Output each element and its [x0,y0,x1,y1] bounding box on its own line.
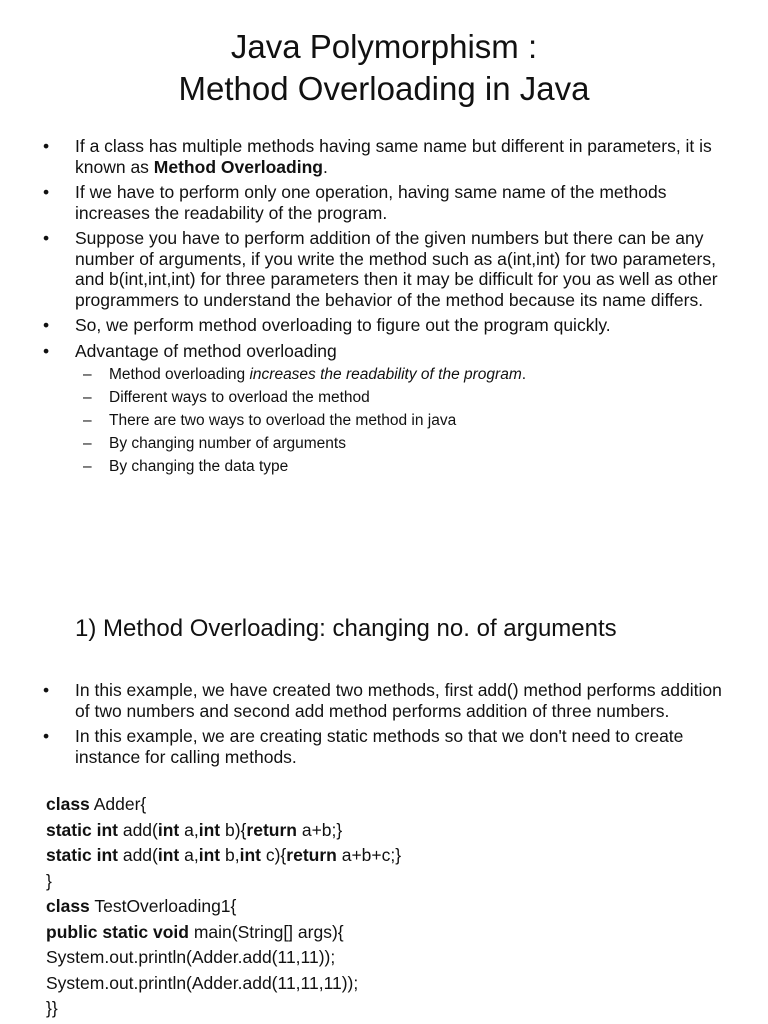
method-overloading-term: Method Overloading [153,156,323,177]
code-line: System.out.println(Adder.add(11,11,11)); [46,972,359,993]
code-line: } [46,870,52,891]
bullet-item: • Suppose you have to perform addition of the given numbers but there can be any number of arguments, if you write the method such as a(int,int) for two parameters, and b(int,int,int) for three parameters then it may be difficult for you as well as other programmers to understand the behavior of the method because its name differs. [43,228,718,310]
bullet-item: • In this example, we are creating static methods so that we don't need to create instance for calling methods. [43,726,684,767]
bullet-dot: • [43,680,50,700]
bullet-item: • In this example, we have created two methods, first add() method performs addition of two numbers and second add method performs addition of three numbers. [43,680,722,721]
bullet-item: • Advantage of method overloading – Method overloading increases the readability of the program. – Different ways to overload the method – There are two ways to overload the method in java – By changing number of arguments – By changing the data type [0,341,768,479]
code-line: }} [46,998,58,1018]
bullet-item: • So, we perform method overloading to figure out the program quickly. [43,315,611,335]
bullet-item: • If we have to perform only one operation, having same name of the methods increases the readability of the program. [43,182,667,223]
bullet-dot: • [43,136,50,156]
dash-marker: – [83,412,92,429]
code-line: static int add(int a,int b){return a+b;} [46,819,343,840]
bullet-item: • If a class has multiple methods having same name but different in parameters, it is known as Method Overloading. [43,136,712,177]
code-line: static int add(int a,int b,int c){return a+b+c;} [46,845,402,865]
sub-bullet-item: – Different ways to overload the method [75,386,728,409]
code-line: public static void main(String[] args){ [46,921,344,942]
title-line-1: Java Polymorphism : [230,28,538,65]
sub-bullet-item: – Method overloading increases the readability of the program. [75,363,728,386]
bullet-dot: • [43,228,50,248]
code-line: class TestOverloading1{ [46,896,237,916]
code-line: System.out.println(Adder.add(11,11)); [46,947,336,967]
page-title [0,26,768,110]
bullet-dot: • [43,726,50,746]
intro-bullet-list [0,136,768,483]
dash-marker: – [83,366,92,383]
code-line: class Adder{ [46,794,147,814]
example-bullet-list [0,680,768,772]
advantages-sub-list [75,363,728,478]
bullet-dot: • [43,340,50,361]
bullet-dot: • [43,315,50,335]
sub-bullet-item: – By changing number of arguments [75,432,728,455]
section-heading: 1) Method Overloading: changing no. of arguments [75,615,617,642]
dash-marker: – [83,435,92,452]
code-example [46,792,401,1022]
title-line-2: Method Overloading in Java [178,70,590,107]
bullet-dot: • [43,182,50,202]
sub-bullet-item: – By changing the data type [75,455,728,478]
dash-marker: – [83,389,92,406]
sub-bullet-item: – There are two ways to overload the method in java [75,409,728,432]
dash-marker: – [83,458,92,475]
